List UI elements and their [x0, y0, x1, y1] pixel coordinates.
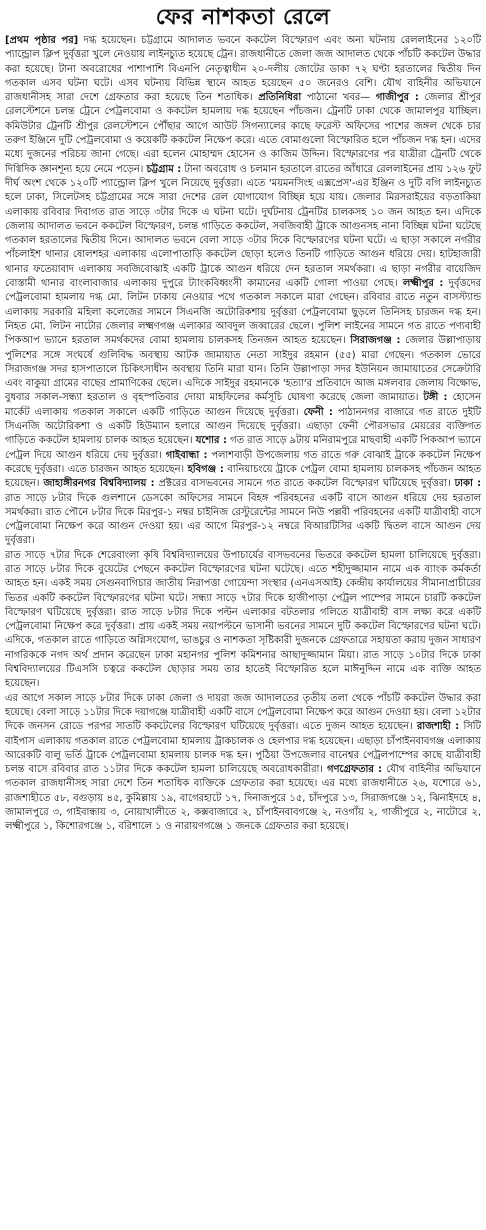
lead-text-2: পাঠানো খবর—	[306, 92, 371, 104]
sirajganj-text: জেলার উল্লাপাড়ায় পুলিশের সঙ্গে সংঘর্ষে গুলিবিদ্ধ অবস্থায় আটক জামায়াত নেতা সাইদুর রহমান (৫৫) মারা গেছেন। গতকাল ভোরে সিরাজগঞ্জ সদর হাসপাতালে চিকিৎসাধীন অবস্থায় তিনি মারা যান। তিনি উল্লাপাড়া সদর ইউনিয়ন জামায়াতের সেক্রেটারি এবং বাকুয়া গ্রামের বাছের প্রামাণিকের ছেলে। এদিকে সাইদুর রহমানকে 'হত্যা'র প্রতিবাদে আজ মঙ্গলবার জেলায় বিক্ষোভ, বুধবার সকাল-সন্ধ্যা হরতাল ও বৃহস্পতিবার দোয়া মাহফিলের কর্মসূচি ঘোষণা করেছে জেলা জামায়াত।	[5, 335, 482, 404]
paragraph-lead	[5, 34, 481, 549]
dateline-sirajganj: সিরাজগঞ্জ :	[350, 335, 401, 347]
dhaka-text-2: রাত সাড়ে ৭টার দিকে শেরেবাংলা কৃষি বিশ্ববিদ্যালয়ের উপাচার্যের বাসভবনের ভিতরে ককটেল হামলা চালিয়েছে দুর্বৃত্তরা। রাত সাড়ে ৮টার দিকে বুয়েটের পেছনে ককটেল বিস্ফোরণের ঘটনা ঘটেছে। এতে শহীদুজ্জামান নামে এক ব্যাংক কর্মকর্তা আহত হন। একই সময় সেগুনবাগিচার জাতীয় নিরাপত্তা গোয়েন্দা সংস্থার (এনএসআই) কেন্দ্রীয় কার্যালয়ের সীমানাপ্রাচীরের ভিতর একটি ককটেল বিস্ফোরণের ঘটনা ঘটে। সন্ধ্যা সাড়ে ৭টার দিকে হাজীপাড়া পেট্রল পাম্পের সামনে চারটি ককটেল বিস্ফোরণ ঘটিয়েছে দুর্বৃত্তরা। রাত সাড়ে ৮টার দিকে পল্টন এলাকার বটতলার গলিতে যাত্রীবাহী বাস লক্ষ্য করে একটি পেট্রলবোমা নিক্ষেপ করে দুর্বৃত্তরা। প্রায় একই সময় নয়াপল্টনে ভাসানী ভবনের সামনে দুটি ককটেল বিস্ফোরণের ঘটনা ঘটে। এদিকে, গতকাল রাতে গাড়িতে অগ্নিসংযোগ, ভাঙচুর ও নাশকতা সৃষ্টিকারী দুজনকে গ্রেফতারে সহায়তা করায় দুজন সাধারণ নাগরিককে নগদ অর্থ প্রদান করেছেন ঢাকা মহানগর পুলিশ কমিশনার আছাদুজ্জামান মিয়া। রাত সাড়ে ১০টার দিকে ঢাকা বিশ্ববিদ্যালয়ের টিএসসি চত্বরে ককটেল ছোড়ার সময় তার হাতেই বিস্ফোরিত হলে মাঈনুদ্দিন নামে এক ব্যক্তি আহত হয়েছেন।	[5, 549, 481, 690]
jahangirnagar-text: প্রক্টরের বাসভবনের সামনে গত রাতে ককটেল বিস্ফোরণ ঘটিয়েছে দুর্বৃত্তরা।	[158, 478, 451, 490]
paragraph-dhaka-night	[5, 549, 481, 692]
gaibandha-text: পলাশবাড়ী উপজেলায় গত রাতে গরু বোঝাই ট্রাকে ককটেল নিক্ষেপ করেছে দুর্বৃত্তরা। এতে চারজন আহত হয়েছেন।	[5, 449, 482, 475]
dateline-tongi: টঙ্গী :	[423, 392, 448, 404]
tongi-text: হোসেন মার্কেট এলাকায় গতকাল সকালে একটি গাড়িতে আগুন দিয়েছে দুর্বৃত্তরা।	[5, 392, 482, 418]
article-body	[5, 34, 481, 835]
gazipur-text: জেলার শ্রীপুর রেলস্টেশনে চলন্ত ট্রেনে পেট্রলবোমা ও ককটেল হামলায় দগ্ধ হয়েছেন পাঁচজন। ট্রেনটি ঢাকা থেকে জামালপুর যাচ্ছিল। কমিউটার ট্রেনটি শ্রীপুর রেলস্টেশনে পৌঁছার আগে আউট সিগন্যালের কাছে ফরেস্ট অফিসের পাশের জঙ্গল থেকে চার তরুণ ইঞ্জিনে দুটি পেট্রলবোমা ও কয়েকটি ককটেল নিক্ষেপ করে। এতে বোমাগুলো বিস্ফোরিত হলে পাঁচজন দগ্ধ হন। এদের মধ্যে দুজনের পরিচয় জানা গেছে। এরা হলেন মোহাম্মদ হোসেন ও কাজিম উদ্দিন। বিস্ফোরণের পর যাত্রীরা ট্রেনটি থেকে দিগ্বিদিক জ্ঞানশূন্য হয়ে নেমে পড়েন।	[5, 92, 482, 175]
dateline-jahangirnagar: জাহাঙ্গীরনগর বিশ্ববিদ্যালয় :	[43, 478, 155, 490]
dateline-gazipur: গাজীপুর :	[375, 92, 419, 104]
paragraph-dhaka-day	[5, 692, 481, 835]
article-headline: ফের নাশকতা রেলে	[155, 4, 331, 30]
dateline-jessore: যশোর :	[195, 435, 227, 447]
dateline-laxmipur: লক্ষ্মীপুর :	[402, 278, 444, 290]
dateline-dhaka: ঢাকা :	[454, 478, 482, 490]
dateline-habiganj: হবিগঞ্জ :	[187, 463, 224, 475]
lead-text: দগ্ধ হয়েছেন। চট্টগ্রামে আদালত ভবনে ককটেল বিস্ফোরণ এবং অন্য ঘটনায় রেললাইনের ১২০টি প্যান্ড্রোল ক্লিপ দুর্বৃত্তরা খুলে নেওয়ায় লাইনচ্যুত হয়েছে ট্রেন। রাজধানীতে জেলা জজ আদালত থেকে পাঁচটি ককটেল উদ্ধার করা হয়েছে। টানা অবরোধের পাশাপাশি বিএনপি নেতৃত্বাধীন ২০-দলীয় জোটের ডাকা ৭২ ঘণ্টা হরতালের দ্বিতীয় দিন গতকাল এসব ঘটনা ঘটে। এসব ঘটনায় বিভিন্ন স্থানে আহত হয়েছেন ৫০ জনেরও বেশি। যৌথ বাহিনীর অভিযানে রাজধানীসহ সারা দেশে গ্রেফতার করা হয়েছে তিন শতাধিক।	[5, 35, 481, 104]
feni-text: পাঠাননগর বাজারে গত রাতে দুইটি সিএনজি অটোরিকশা ও একটি হিউম্যান হলারে আগুন দিয়েছে দুর্বৃত্তরা। এছাড়া ফেনী পৌরসভার মেয়রের ব্যক্তিগত গাড়িতে ককটেল হামলায় চালক আহত হয়েছেন।	[5, 406, 481, 447]
habiganj-text: বানিয়াচংয়ে ট্রাকে পেট্রল বোমা হামলায় চালকসহ পাঁচজন আহত হয়েছেন।	[5, 463, 482, 490]
jessore-text: গত রাত সাড়ে ৯টায় মনিরামপুরে মাছবাহী একটি পিকআপ ভ্যানে পেট্রল দিয়ে আগুন ধরিয়ে দেয় দুর্বৃত্তরা।	[5, 435, 482, 461]
dateline-chattogram: চট্টগ্রাম :	[146, 163, 182, 175]
continued-marker: [প্রথম পৃষ্ঠার পর]	[5, 35, 79, 46]
dhaka-text-3: এর আগে সকাল সাড়ে ৮টার দিকে ঢাকা জেলা ও দায়রা জজ আদালতের তৃতীয় তলা থেকে পাঁচটি ককটেল উদ্ধার করা হয়েছে। বেলা সাড়ে ১১টার দিকে দয়াগঞ্জে যাত্রীবাহী একটি বাসে পেট্রলবোমা নিক্ষেপ করে আগুন দেওয়া হয়। বেলা ১২টার দিকে জনসন রোডে পরপর সাতটি ককটেলের বিস্ফোরণ ঘটিয়েছে দুর্বৃত্তরা। এতে দুজন আহত হয়েছেন।	[5, 692, 481, 733]
dateline-mass-arrest: গণগ্রেফতার :	[327, 764, 383, 776]
laxmipur-text: দুর্বৃত্তদের পেট্রলবোমা হামলায় দগ্ধ মো. লিটন ঢাকায় নেওয়ার পথে গতকাল সকালে মারা গেছেন। রবিবার রাতে নতুন বাসস্ট্যান্ড এলাকায় সরকারি মহিলা কলেজের সামনে সিএনজি অটোরিকশায় দুর্বৃত্তরা পেট্রলবোমা ছুড়লে তিনিসহ চারজন দগ্ধ হন। নিহত মো. লিটন নাটোর জেলার লক্ষ্মণগঞ্জ এলাকার আবদুল জব্বারের ছেলে। পুলিশ লাইনের সামনে গত রাতে পণ্যবাহী পিকআপ ভ্যানে হরতাল সমর্থকদের বোমা হামলায় চালকসহ তিনজন আহত হয়েছেন।	[5, 278, 482, 347]
rajshahi-text: সিটি বাইপাস এলাকায় গতকাল রাতে পেট্রলবোমা হামলায় ট্রাকচালক ও হেলপার দগ্ধ হয়েছেন। এছাড়া চাঁপাইনবাবগঞ্জ এলাকায় আরেকটি বালু ভর্তি ট্রাকে পেট্রলবোমা হামলায় চালক দগ্ধ হন। পুঠিয়া উপজেলার বানেশ্বর পেট্রলপাম্পের কাছে যাত্রীবাহী চলন্ত বাসে রবিবার রাত ১১টার দিকে ককটেল হামলা চালিয়েছে অবরোধকারীরা।	[5, 721, 482, 776]
byline: প্রতিনিধিরা	[258, 92, 302, 104]
chattogram-text: টানা অবরোধ ও চলমান হরতালে রাতের আঁধারে রেললাইনের প্রায় ১২৬ ফুট দীর্ঘ অংশ থেকে ১২০টি প্যান্ড্রোল ক্লিপ খুলে নিয়েছে দুর্বৃত্তরা। এতে 'ময়মনসিংহ এক্সপ্রেস'-এর ইঞ্জিন ও দুটি বগি লাইনচ্যুত হলে ঢাকা, সিলেটসহ চট্টগ্রামের সঙ্গে সারা দেশের রেল যোগাযোগ বিচ্ছিন্ন হয়ে যায়। জেলার মিরসরাইয়ের বড়তাকিয়া এলাকায় রবিবার দিবাগত রাত সাড়ে ৩টার দিকে এ ঘটনা ঘটে। দুর্ঘটনায় ট্রেনটির চালকসহ ১০ জন আহত হন। এদিকে জেলায় আদালত ভবনে ককটেল বিস্ফোরণ, চলন্ত গাড়িতে ককটেল, সবজিবাহী ট্রাকে আগুনসহ নানা বিচ্ছিন্ন ঘটনা ঘটেছে গতকাল হরতালের দ্বিতীয় দিনে। আদালত ভবনে বেলা সাড়ে ৩টার দিকে বিস্ফোরণের ঘটনা ঘটে। এ ছাড়া সকালে নগরীর পাঁচলাইশ থানার ষোলশহর এলাকায় এলোপাতাড়ি ককটেল ছোড়া হলেও তিনটি গাড়িতে আগুন ধরিয়ে দেয়। হাটহাজারী থানার ফতেয়াবাদ এলাকায় সবজিবোঝাই একটি ট্রাকে আগুন ধরিয়ে দেন হরতাল সমর্থকরা। এ ছাড়া নগরীর বায়েজিদ বোস্তামী থানার বাংলাবাজার এলাকায় দুপুরে ট্যাংকবিধ্বংসী কামানের একটি গোলা পাওয়া গেছে।	[5, 163, 481, 290]
mass-arrest-text: যৌথ বাহিনীর অভিযানে গতকাল রাজধানীসহ সারা দেশে তিন শতাধিক ব্যক্তিকে গ্রেফতার করা হয়েছে। এর মধ্যে রাজধানীতে ২৬, যশোরে ৬১, রাজশাহীতে ৫৮, বগুড়ায় ৪৫, কুমিল্লায় ১৯, বাগেরহাটে ১৭, দিনাজপুরে ১৫, চাঁদপুরে ১৩, সিরাজগঞ্জে ১২, ঝিনাইদহে ৪, জামালপুরে ৩, গাইবান্ধায় ৩, নোয়াখালীতে ২, কক্সবাজারে ২, চাঁপাইনবাবগঞ্জে ২, নওগাঁয় ২, গাজীপুরে ২, নাটোরে ২, লক্ষ্মীপুরে ১, কিশোরগঞ্জে ১, বরিশালে ১ ও নারায়ণগঞ্জে ১ জনকে গ্রেফতার করা হয়েছে।	[5, 764, 482, 833]
dateline-feni: ফেনী :	[303, 406, 333, 418]
dateline-rajshahi: রাজশাহী :	[416, 721, 460, 733]
dateline-gaibandha: গাইবান্ধা :	[165, 449, 208, 461]
dhaka-text-1: রাত সাড়ে ৮টার দিকে গুলশানে ডেসকো অফিসের সামনে বিহঙ্গ পরিবহনের একটি বাসে আগুন ধরিয়ে দেয় হরতাল সমর্থকরা। রাত পৌনে ৮টার দিকে মিরপুর-১ নম্বর চাইনিজ রেস্টুরেন্টের সামনে নিউ পল্লবী পরিবহনের একটি যাত্রীবাহী বাসে পেট্রলবোমা নিক্ষেপ করে আগুন দেওয়া হয়। এর আগে মিরপুর-১২ নম্বরে বিআরটিসির একটি দ্বিতল বাসে আগুন দেয় দুর্বৃত্তরা।	[5, 492, 481, 547]
